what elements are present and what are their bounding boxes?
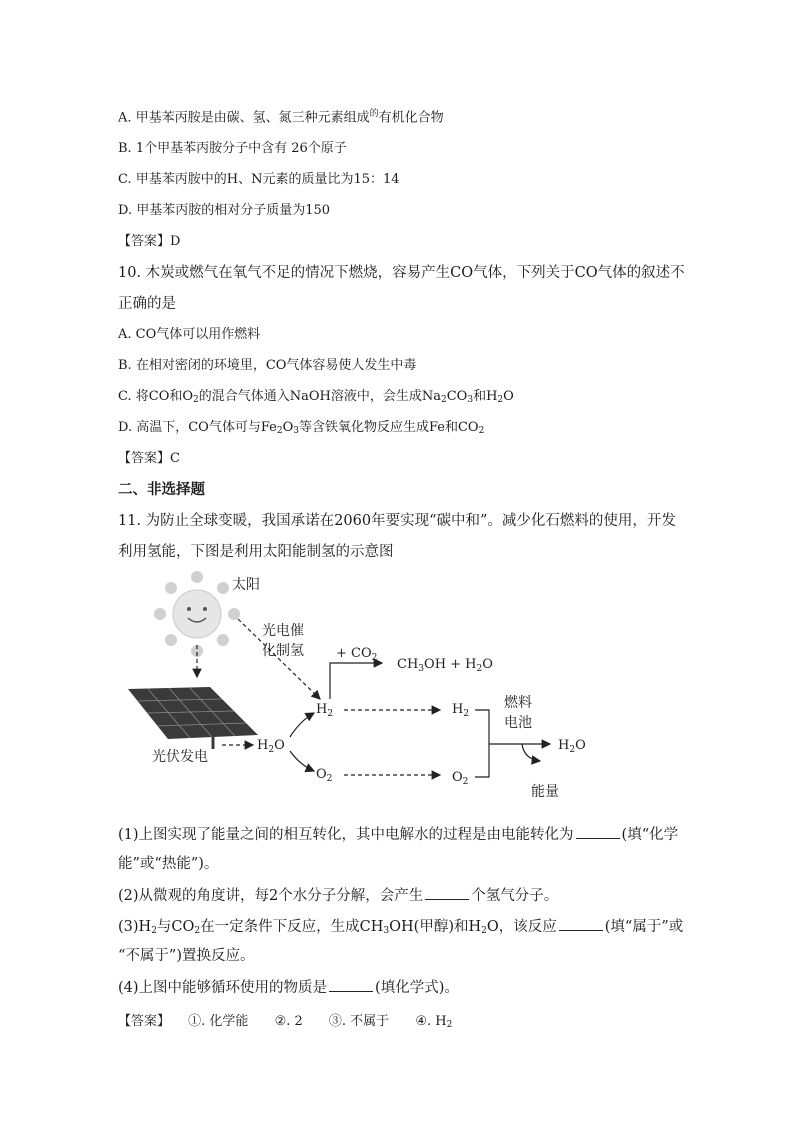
blank-2 (425, 887, 469, 900)
arrow-to-energy (522, 744, 540, 761)
arrow-h2o-to-h2 (290, 713, 314, 737)
q11-part3-line2: “不属于”)置换反应。 (118, 948, 255, 964)
q11-part1-line2: 能”或“热能”)。 (118, 856, 219, 872)
q11-stem-line2: 利用氢能，下图是利用太阳能制氢的示意图 (118, 544, 394, 560)
label-pv: 光伏发电 (152, 749, 208, 765)
q11-part3-line1: $(3)H_2$与$CO_2$在一定条件下反应，生成$CH_3OH$(甲醇)和$H_2O$，该反应 (填“属于”或 (118, 919, 684, 936)
h2o-right: $H_2O$ (558, 738, 586, 755)
q10-option-d: D. 高温下，CO气体可与$Fe_2O_3$等含铁氧化物反应生成Fe和$CO_2$ (118, 420, 485, 436)
label-sun: 太阳 (232, 577, 260, 593)
q9-option-a: A. 甲基苯丙胺是由碳、氢、氮三种元素组成$^的$有机化合物 (118, 109, 444, 126)
q11-answer: 【答案】 ①. 化学能 ②. 2 ③. 不属于 ④. $H_2$ (118, 1014, 453, 1030)
blank-1 (576, 826, 620, 839)
arrow-h2-to-methanol (330, 663, 382, 699)
section-heading: 二、非选择题 (118, 481, 205, 498)
o2-right: $O_2$ (452, 770, 469, 787)
h2o-left: $H_2O$ (257, 738, 285, 755)
q10-stem-line1: 10. 木炭或燃气在氧气不足的情况下燃烧，容易产生CO气体，下列关于CO气体的叙述不 (118, 265, 685, 281)
blank-3 (559, 918, 603, 931)
o2-left: $O_2$ (316, 767, 333, 784)
solar-hydrogen-diagram (0, 565, 794, 810)
arrow-h2o-to-o2 (290, 751, 314, 771)
q9-option-d: D. 甲基苯丙胺的相对分子质量为150 (118, 203, 331, 218)
h2-right: $H_2$ (452, 702, 470, 719)
label-photo-line2: 化制氢 (262, 643, 304, 659)
q11-stem-line1: 11. 为防止全球变暖，我国承诺在2060年要实现“碳中和”。减少化石燃料的使用，开发 (118, 513, 676, 529)
blank-4 (329, 979, 373, 992)
sun-icon (154, 571, 240, 657)
q11-part4: (4)上图中能够循环使用的物质是 (填化学式)。 (118, 980, 459, 996)
fuel-cell-bracket (475, 710, 489, 777)
h2-left: $H_2$ (316, 702, 334, 719)
q9-answer: 【答案】D (118, 234, 181, 249)
q9-option-c: C. 甲基苯丙胺中的H、N元素的质量比为15：14 (118, 172, 400, 187)
q10-option-b: B. 在相对密闭的环境里，CO气体容易使人发生中毒 (118, 358, 417, 373)
q10-option-a: A. CO气体可以用作燃料 (118, 327, 261, 342)
solar-panel-icon (128, 687, 258, 749)
label-fuel-line2: 电池 (504, 715, 532, 731)
q10-option-c: C. 将CO和$O_2$的混合气体通入NaOH溶液中，会生成$Na_2CO_3$和$H_2O$ (118, 389, 514, 405)
q11-part1-line1: (1)上图实现了能量之间的相互转化，其中电解水的过程是由电能转化为 (填“化学 (118, 827, 679, 843)
q10-answer: 【答案】C (118, 451, 180, 466)
label-methanol-water: $CH_3OH + H_2O$ (397, 657, 493, 674)
label-photo-line1: 光电催 (262, 623, 304, 639)
q10-stem-line2: 正确的是 (118, 296, 176, 312)
label-fuel-line1: 燃料 (504, 695, 532, 711)
q9-option-b: B. 1个甲基苯丙胺分子中含有 26个原子 (118, 141, 347, 156)
label-energy: 能量 (531, 784, 559, 800)
q11-part2: (2)从微观的角度讲，每2个水分子分解，会产生 个氢气分子。 (118, 888, 559, 904)
label-plus-co2: + $CO_2$ (336, 646, 378, 663)
